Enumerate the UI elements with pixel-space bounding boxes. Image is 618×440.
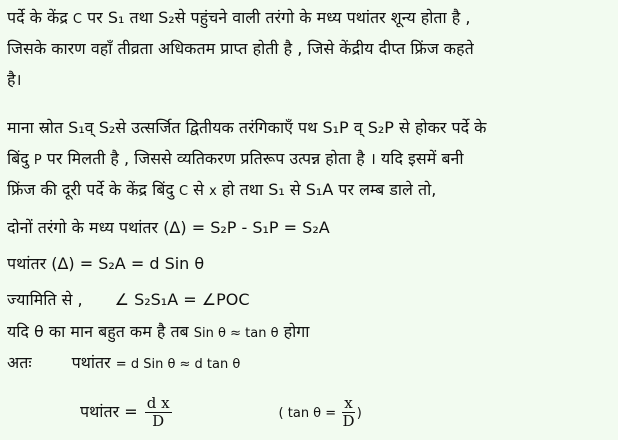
- source-s2: S₂: [98, 118, 116, 137]
- text: पर: [82, 8, 108, 27]
- text: पथांतर: [7, 254, 52, 273]
- numerator: d x: [146, 394, 170, 412]
- source-s2: S₂: [158, 8, 175, 27]
- text: से पहुंचने वाली तरंगो के मध्य पथांतर शून्य होता है ,: [174, 8, 471, 27]
- denominator: D: [152, 412, 165, 430]
- text: यदि θ का मान बहुत कम है तब: [7, 322, 194, 341]
- fraction-dx-over-D: [145, 395, 172, 430]
- para1-line3: है।: [7, 70, 22, 89]
- line-s1a: S₁A: [305, 180, 334, 199]
- para2-line1: [7, 118, 486, 138]
- point-c: C: [72, 12, 82, 27]
- para2-line2: [7, 149, 464, 171]
- text: पथांतर =: [80, 402, 143, 421]
- formula: Sin θ ≈ tan θ: [193, 326, 279, 341]
- para2-line3: [7, 180, 436, 202]
- text: अतः: [7, 353, 32, 372]
- formula: ): [356, 406, 362, 421]
- numerator: x: [344, 394, 353, 412]
- text: ज्यामिति से ,: [7, 290, 83, 309]
- path-s1p: S₁P: [322, 118, 349, 137]
- source-s1: S₁: [68, 118, 85, 137]
- fraction-x-over-D: [342, 395, 354, 430]
- text: पर लम्ब डाले तो,: [333, 180, 437, 199]
- equation-therefore: [7, 353, 240, 375]
- text: बिंदु: [7, 149, 34, 168]
- formula: ( tan θ =: [278, 406, 341, 421]
- text: पर मिलती है , जिससे व्यतिकरण प्रतिरूप उत्पन्न होता है । यदि इसमें बनी: [41, 149, 464, 168]
- text: माना स्रोत: [7, 118, 69, 137]
- denominator: D: [342, 412, 355, 430]
- para1-line1: [7, 8, 470, 30]
- text: से उत्सर्जित द्वितीयक तरंगिकाएँ पथ: [115, 118, 323, 137]
- text: फ्रिंज की दूरी पर्दे के केंद्र बिंदु: [7, 180, 180, 199]
- text: से: [284, 180, 306, 199]
- formula: (Δ) = S₂A = d Sin θ: [51, 254, 205, 273]
- text: व्: [348, 118, 368, 137]
- equation-geometry: [7, 290, 250, 310]
- formula: ∠ S₂S₁A = ∠POC: [114, 290, 250, 309]
- text: व्: [84, 118, 99, 137]
- path-s2p: S₂P: [367, 118, 394, 137]
- formula: (Δ) = S₂P - S₁P = S₂A: [163, 218, 330, 237]
- equation-final: [80, 393, 362, 433]
- equation-delta: [7, 254, 204, 274]
- point-c: C: [179, 184, 189, 199]
- text: तथा: [124, 8, 159, 27]
- source-s1: S₁: [107, 8, 125, 27]
- distance-x: x: [209, 184, 217, 199]
- equation-path-difference: [7, 218, 330, 238]
- text: हो तथा: [216, 180, 269, 199]
- formula: = d Sin θ ≈ d tan θ: [115, 357, 241, 372]
- text: से: [188, 180, 210, 199]
- point-p: P: [33, 153, 42, 168]
- text: दोनों तरंगो के मध्य पथांतर: [7, 218, 164, 237]
- source-s1: S₁: [268, 180, 285, 199]
- text: पथांतर: [71, 353, 116, 372]
- text: होगा: [278, 322, 310, 341]
- text: पर्दे के केंद्र: [7, 8, 73, 27]
- equation-small-angle: [7, 322, 309, 344]
- text: से होकर पर्दे के: [393, 118, 487, 137]
- para1-line2: जिसके कारण वहाँ तीव्रता अधिकतम प्राप्त होती है , जिसे केंद्रीय दीप्त फ्रिंज कहते: [7, 39, 474, 58]
